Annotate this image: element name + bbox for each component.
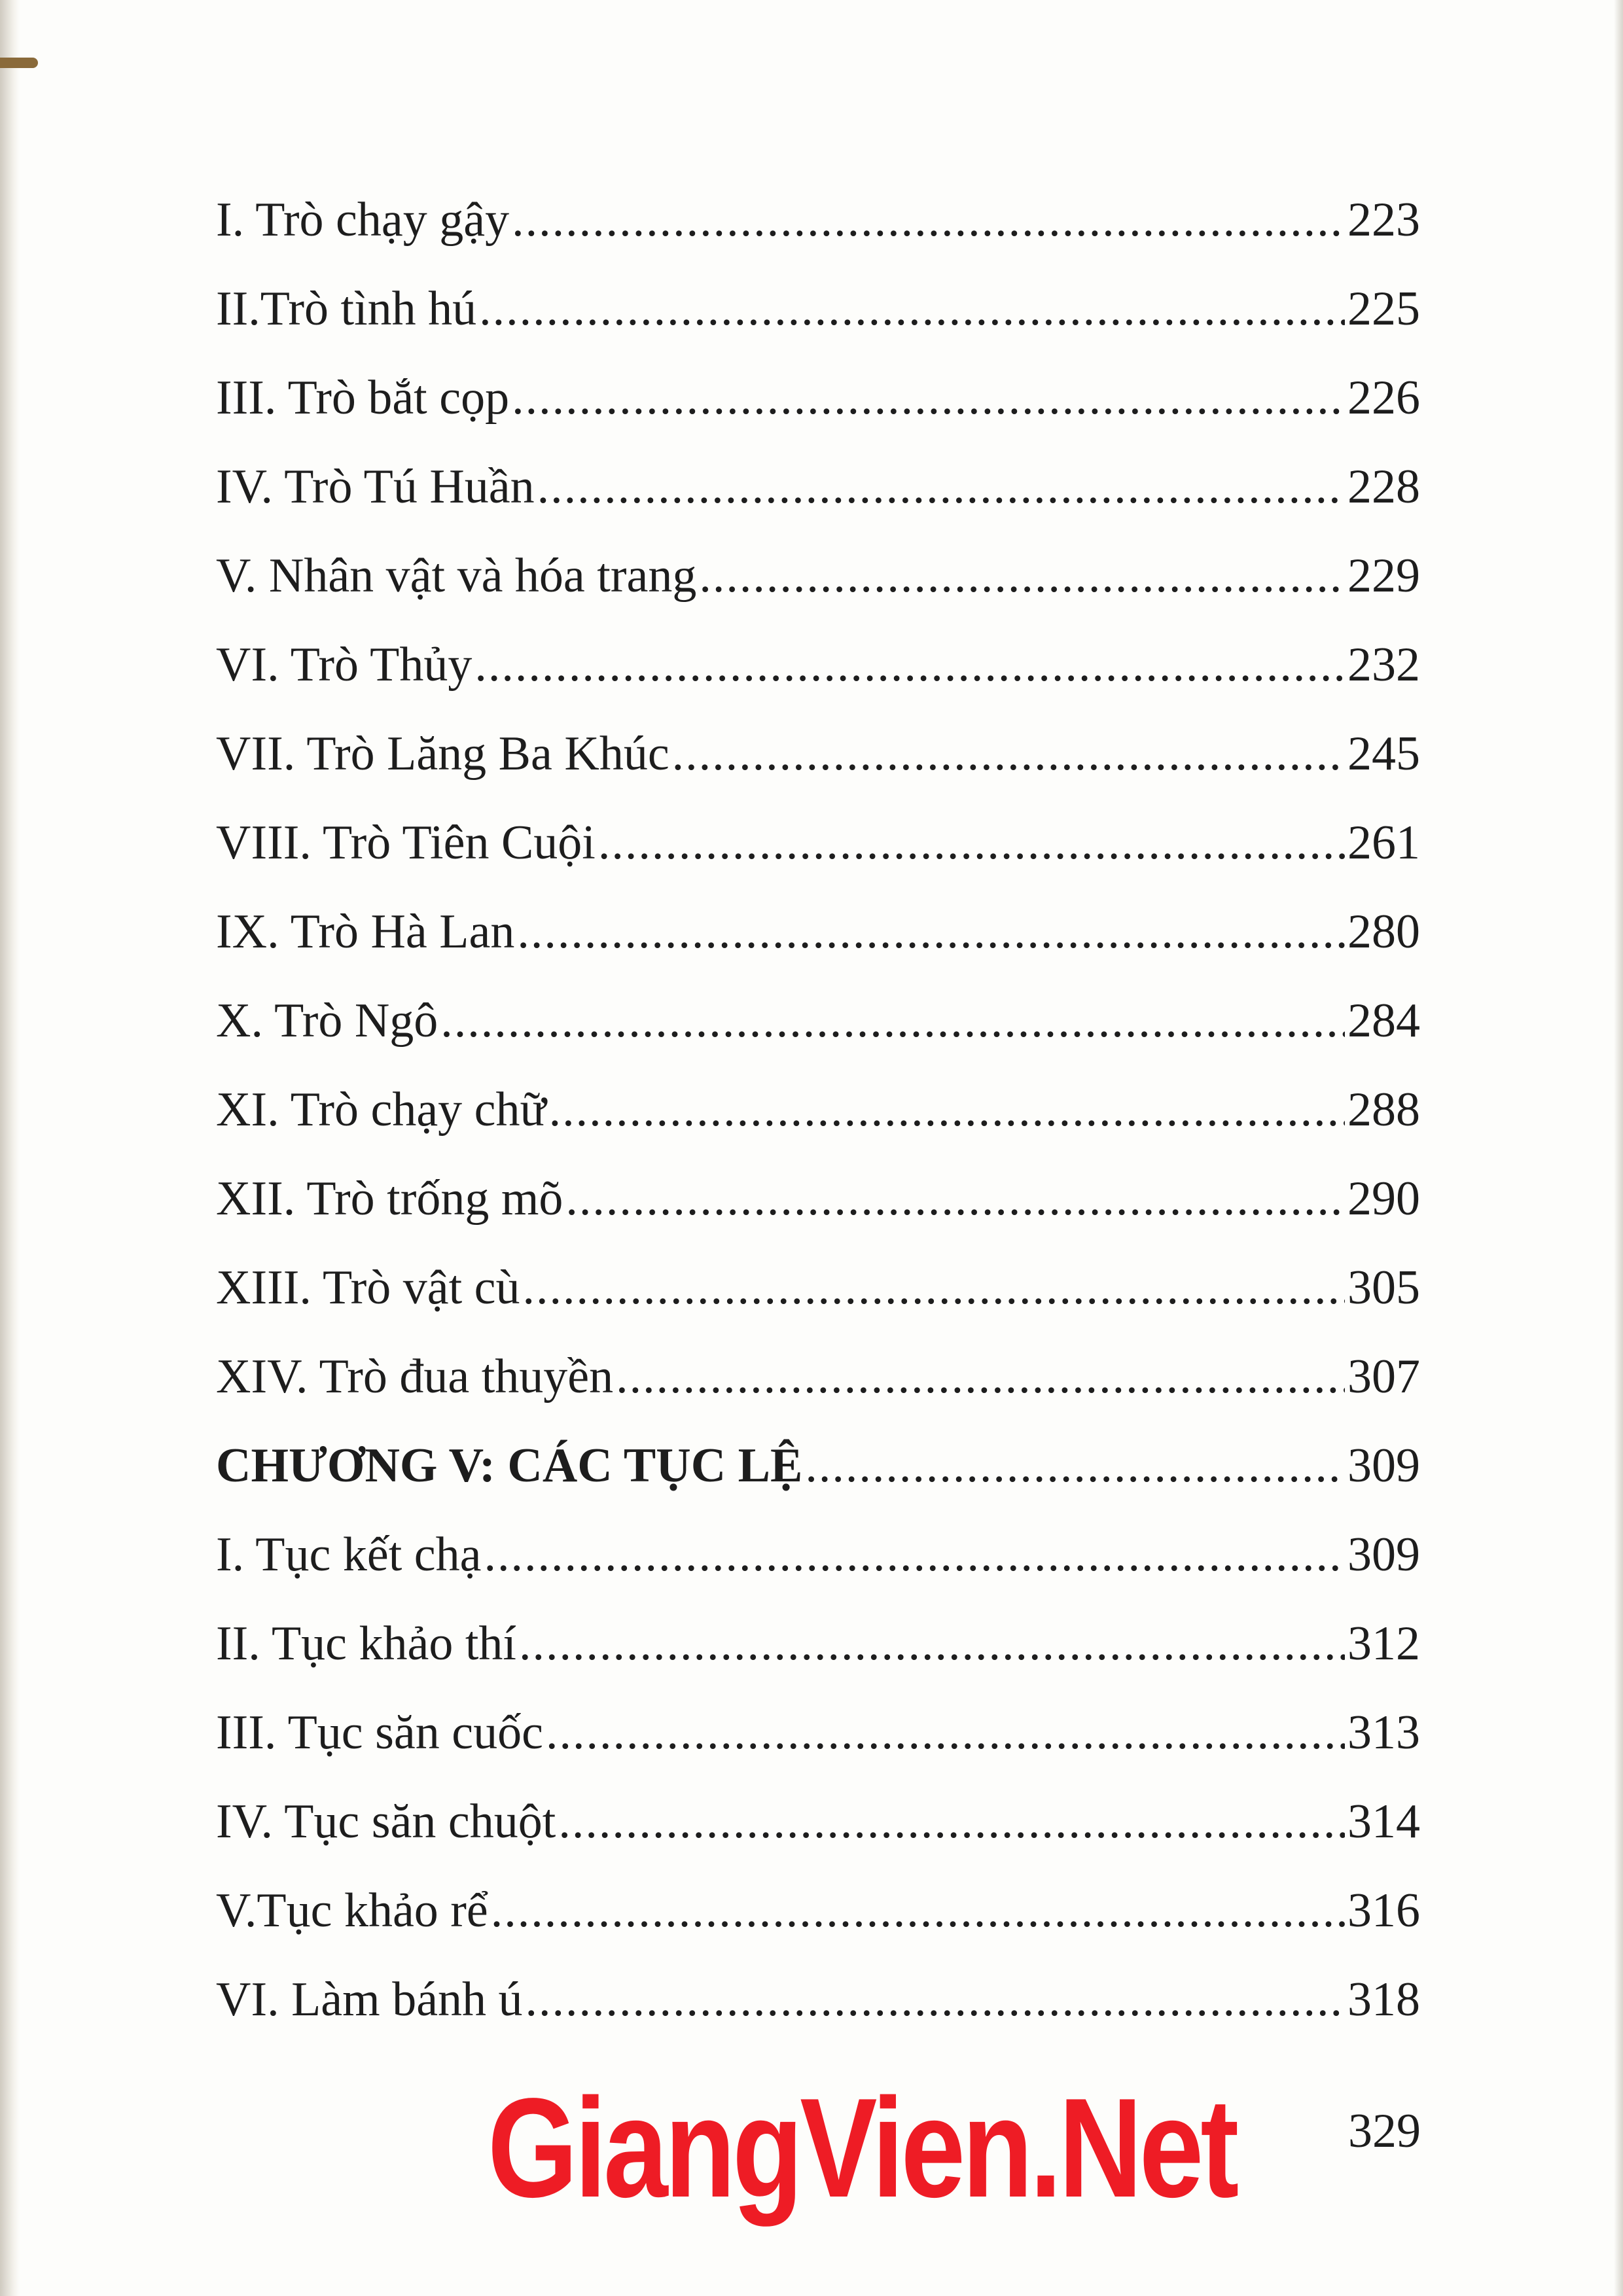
toc-entry-label: X. Trò Ngô xyxy=(216,994,438,1048)
toc-entry-label: VIII. Trò Tiên Cuội xyxy=(216,816,596,870)
toc-leader-dots xyxy=(512,353,1345,442)
toc-entry-page: 312 xyxy=(1347,1617,1420,1670)
toc-entry xyxy=(216,798,1420,887)
page-number: 329 xyxy=(1348,2104,1421,2158)
toc-entry-label: VI. Trò Thủy xyxy=(216,638,473,692)
toc-entry-label: II. Tục khảo thí xyxy=(216,1617,516,1670)
toc-entry-page: 318 xyxy=(1347,1973,1420,2026)
toc-entry-page: 314 xyxy=(1347,1795,1420,1848)
toc-leader-dots xyxy=(805,1421,1345,1510)
toc-entry xyxy=(216,531,1420,620)
watermark-logo: GiangVien.Net xyxy=(488,2068,1236,2227)
toc-entry-label: XII. Trò trống mõ xyxy=(216,1172,563,1226)
toc-leader-dots xyxy=(616,1332,1345,1421)
toc-entry xyxy=(216,1065,1420,1154)
toc-entry xyxy=(216,1866,1420,1955)
toc-entry xyxy=(216,1243,1420,1332)
toc-entry-page: 225 xyxy=(1347,282,1420,336)
toc-entry-page: 288 xyxy=(1347,1083,1420,1137)
toc-entry-page: 307 xyxy=(1347,1350,1420,1404)
toc-leader-dots xyxy=(474,620,1345,709)
toc-entry-label: VI. Làm bánh ú xyxy=(216,1973,523,2026)
toc-entry xyxy=(216,353,1420,442)
toc-leader-dots xyxy=(484,1510,1345,1599)
toc-entry-label: XIII. Trò vật cù xyxy=(216,1261,520,1315)
toc-entry xyxy=(216,1955,1420,2044)
toc-entry-label: CHƯƠNG V: CÁC TỤC LỆ xyxy=(216,1439,803,1492)
toc-entry-page: 232 xyxy=(1347,638,1420,692)
toc-entry-page: 228 xyxy=(1347,460,1420,514)
toc-entry xyxy=(216,264,1420,353)
toc-leader-dots xyxy=(479,264,1345,353)
toc-entry-page: 305 xyxy=(1347,1261,1420,1315)
toc-entry-page: 229 xyxy=(1347,549,1420,603)
toc-entry xyxy=(216,1154,1420,1243)
toc-entry-label: V. Nhân vật và hóa trang xyxy=(216,549,697,603)
toc-chapter-heading xyxy=(216,1421,1420,1510)
toc-entry-label: VII. Trò Lăng Ba Khúc xyxy=(216,727,669,781)
toc-entry-page: 284 xyxy=(1347,994,1420,1048)
toc-leader-dots xyxy=(672,709,1345,798)
toc-entry-label: I. Tục kết chạ xyxy=(216,1528,482,1581)
page-edge-shadow xyxy=(1614,0,1623,2296)
toc-entry-label: III. Trò bắt cọp xyxy=(216,371,510,425)
toc-entry-label: II.Trò tình hú xyxy=(216,282,477,336)
toc-entry-label: V.Tục khảo rể xyxy=(216,1884,488,1937)
toc-entry-page: 316 xyxy=(1347,1884,1420,1937)
toc-entry-page: 313 xyxy=(1347,1706,1420,1759)
toc-entry-label: XI. Trò chạy chữ xyxy=(216,1083,546,1137)
toc-leader-dots xyxy=(598,798,1345,887)
toc-leader-dots xyxy=(491,1866,1345,1955)
toc-entry-label: IV. Trò Tú Huần xyxy=(216,460,535,514)
bookmark-mark xyxy=(0,58,38,68)
toc-entry-page: 245 xyxy=(1347,727,1420,781)
toc-entry-label: I. Trò chạy gậy xyxy=(216,193,510,247)
toc-leader-dots xyxy=(512,175,1345,264)
toc-leader-dots xyxy=(565,1154,1345,1243)
toc-leader-dots xyxy=(440,976,1345,1065)
toc-entry-page: 261 xyxy=(1347,816,1420,870)
toc-entry-page: 223 xyxy=(1347,193,1420,247)
toc-leader-dots xyxy=(537,442,1345,531)
toc-entry-page: 309 xyxy=(1347,1528,1420,1581)
toc-entry xyxy=(216,1688,1420,1777)
toc-entry xyxy=(216,1599,1420,1688)
page-binding-shadow xyxy=(0,0,20,2296)
toc-leader-dots xyxy=(549,1065,1345,1154)
table-of-contents xyxy=(216,175,1420,2044)
toc-entry xyxy=(216,887,1420,976)
toc-entry-page: 280 xyxy=(1347,905,1420,959)
toc-leader-dots xyxy=(523,1243,1345,1332)
toc-entry xyxy=(216,175,1420,264)
toc-entry-page: 290 xyxy=(1347,1172,1420,1226)
toc-entry xyxy=(216,1777,1420,1866)
toc-leader-dots xyxy=(526,1955,1345,2044)
toc-entry xyxy=(216,620,1420,709)
toc-entry xyxy=(216,1332,1420,1421)
toc-entry xyxy=(216,1510,1420,1599)
toc-leader-dots xyxy=(517,887,1345,976)
toc-entry-page: 226 xyxy=(1347,371,1420,425)
toc-entry-label: IX. Trò Hà Lan xyxy=(216,905,515,959)
toc-entry xyxy=(216,709,1420,798)
toc-entry-label: IV. Tục săn chuột xyxy=(216,1795,556,1848)
toc-entry-page: 309 xyxy=(1347,1439,1420,1492)
toc-leader-dots xyxy=(519,1599,1345,1688)
toc-entry xyxy=(216,976,1420,1065)
toc-leader-dots xyxy=(546,1688,1345,1777)
toc-entry-label: III. Tục săn cuốc xyxy=(216,1706,543,1759)
toc-leader-dots xyxy=(699,531,1345,620)
toc-entry-label: XIV. Trò đua thuyền xyxy=(216,1350,614,1404)
toc-entry xyxy=(216,442,1420,531)
toc-leader-dots xyxy=(558,1777,1345,1866)
